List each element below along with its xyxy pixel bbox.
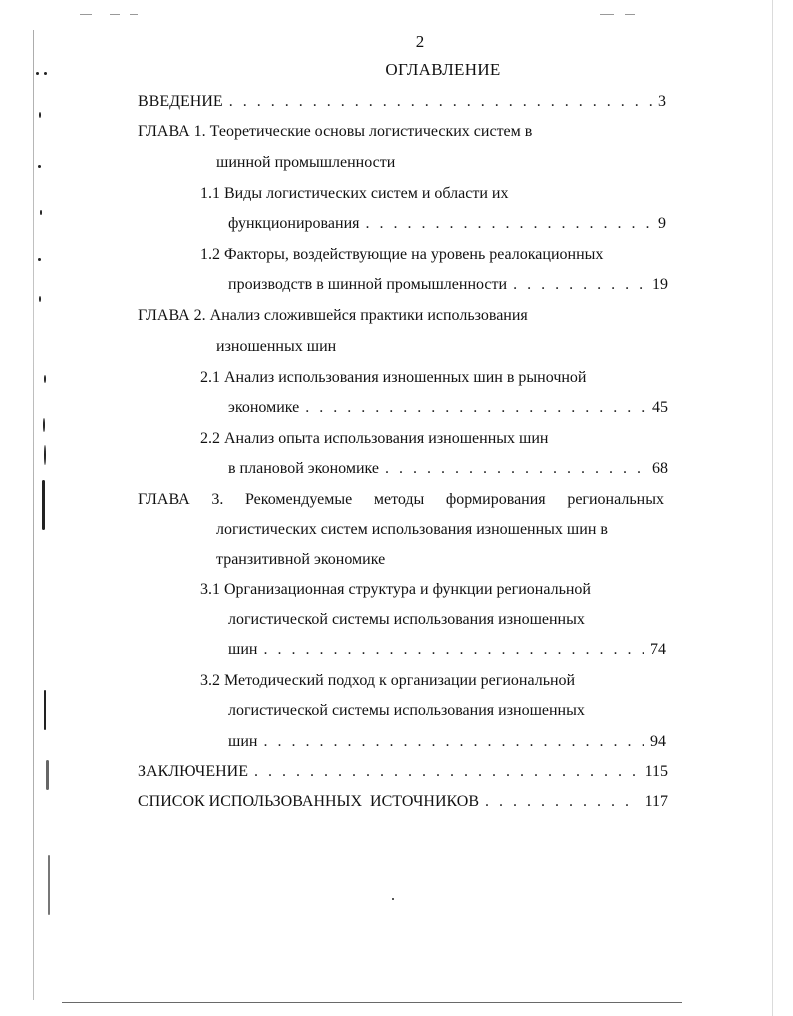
scan-speck <box>42 480 45 530</box>
dot-leader <box>485 790 639 814</box>
scan-speck <box>44 445 46 465</box>
toc-entry-text: шин <box>228 641 258 658</box>
toc-section-1-1-heading: 1.1 Виды логистических систем и области их <box>200 185 509 202</box>
toc-section-3-1-heading-cont: логистической системы использования изношенных <box>228 611 585 628</box>
toc-section-2-2 <box>228 457 668 481</box>
toc-section-1-2-heading: 1.2 Факторы, воздействующие на уровень реалокационных <box>200 246 604 263</box>
scan-speck <box>48 855 50 915</box>
toc-page-number: 94 <box>650 733 666 750</box>
dot-leader <box>263 730 644 754</box>
toc-section-3-1 <box>228 638 666 662</box>
toc-entry-text: шин <box>228 733 258 750</box>
scan-speck <box>39 112 41 118</box>
toc-entry-text: ЗАКЛЮЧЕНИЕ <box>138 763 248 780</box>
toc-page-number: 45 <box>652 399 668 416</box>
toc-section-2-2-heading: 2.2 Анализ опыта использования изношенных шин <box>200 430 549 447</box>
dot-leader <box>365 212 652 236</box>
toc-chapter-2-heading-cont: изношенных шин <box>216 338 337 355</box>
dot-leader <box>229 90 652 114</box>
toc-section-2-1 <box>228 396 668 420</box>
toc-entry-text: функционирования <box>228 215 360 232</box>
dot-leader <box>263 638 644 662</box>
toc-section-1-2 <box>228 273 668 297</box>
toc-entry-text: СПИСОК ИСПОЛЬЗОВАННЫХ ИСТОЧНИКОВ <box>138 793 480 810</box>
dot-leader <box>254 760 639 784</box>
scan-speck <box>130 14 138 15</box>
scan-edge-bottom <box>62 1002 682 1003</box>
scan-speck <box>40 210 42 215</box>
toc-word: ГЛАВА <box>138 491 190 508</box>
toc-chapter-1-heading: ГЛАВА 1. Теоретические основы логистических систем в <box>138 123 533 140</box>
scan-speck <box>392 898 394 900</box>
toc-entry-text: в плановой экономике <box>228 460 380 477</box>
scan-speck <box>38 165 41 168</box>
toc-word: региональных <box>567 491 664 508</box>
toc-entry-text: экономике <box>228 399 300 416</box>
toc-word: методы <box>373 491 425 508</box>
scan-edge-left <box>33 30 34 1000</box>
toc-section-3-2-heading-cont: логистической системы использования изношенных <box>228 702 585 719</box>
toc-page-number: 19 <box>652 276 668 293</box>
toc-chapter-3-heading-cont: логистических систем использования изношенных шин в <box>216 521 608 538</box>
toc-page-number: 9 <box>658 215 666 232</box>
toc-page-number: 3 <box>658 93 666 110</box>
toc-entry-conclusion <box>138 760 668 784</box>
scan-speck <box>44 690 46 730</box>
toc-entry-text: ВВЕДЕНИЕ <box>138 93 223 110</box>
toc-page-number: 115 <box>644 763 668 780</box>
page-number: 2 <box>415 32 425 51</box>
toc-entry-text: производств в шинной промышленности <box>228 276 508 293</box>
toc-chapter-3-heading <box>138 488 664 512</box>
scan-speck <box>46 760 49 790</box>
toc-section-2-1-heading: 2.1 Анализ использования изношенных шин в рыночной <box>200 369 587 386</box>
toc-word: 3. <box>211 491 224 508</box>
toc-chapter-1-heading-cont: шинной промышленности <box>216 154 396 171</box>
toc-chapter-2-heading: ГЛАВА 2. Анализ сложившейся практики использования <box>138 307 528 324</box>
scan-speck <box>39 296 41 302</box>
scan-speck <box>80 14 92 15</box>
scan-speck <box>625 14 635 15</box>
toc-title: ОГЛАВЛЕНИЕ <box>385 60 501 79</box>
toc-word: формирования <box>445 491 546 508</box>
scan-speck <box>110 14 120 15</box>
dot-leader <box>305 396 646 420</box>
toc-section-3-1-heading: 3.1 Организационная структура и функции региональной <box>200 581 591 598</box>
toc-page-number: 68 <box>652 460 668 477</box>
toc-chapter-3-heading-cont: транзитивной экономике <box>216 551 386 568</box>
toc-entry-sources <box>138 790 668 814</box>
scan-speck <box>43 418 45 432</box>
scan-speck <box>600 14 614 15</box>
scan-speck <box>44 375 46 383</box>
toc-page-number: 117 <box>644 793 668 810</box>
scan-speck <box>38 258 41 261</box>
scan-edge-right <box>772 0 773 1016</box>
toc-section-1-1 <box>228 212 666 236</box>
dot-leader <box>385 457 646 481</box>
dot-leader <box>513 273 646 297</box>
toc-entry-introduction <box>138 90 666 114</box>
toc-word: Рекомендуемые <box>244 491 353 508</box>
toc-page-number: 74 <box>650 641 666 658</box>
toc-section-3-2 <box>228 730 666 754</box>
toc-section-3-2-heading: 3.2 Методический подход к организации региональной <box>200 672 576 689</box>
